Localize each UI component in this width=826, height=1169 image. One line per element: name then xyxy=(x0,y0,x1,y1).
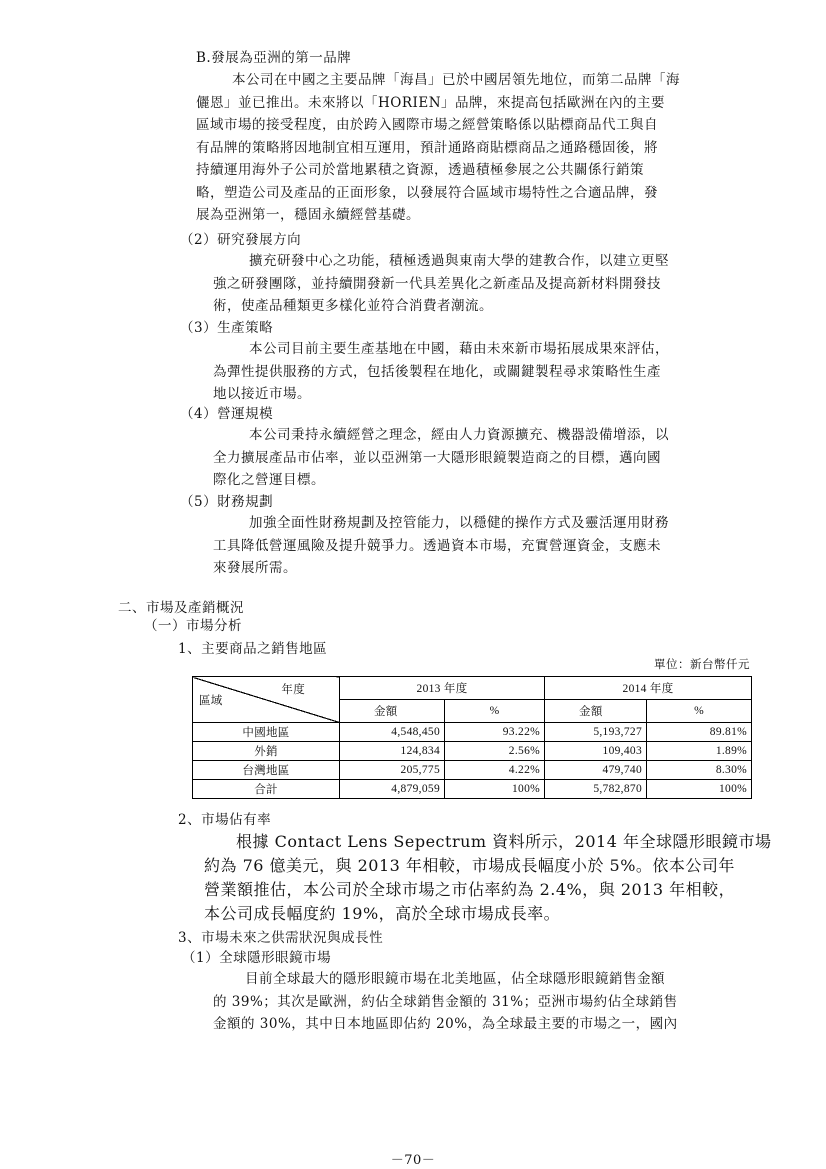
heading-b: B.發展為亞洲的第一品牌 xyxy=(196,50,352,66)
heading-rd: （2）研究發展方向 xyxy=(180,232,302,248)
line: 為彈性提供服務的方式，包括後製程在地化，或關鍵製程尋求策略性生產 xyxy=(213,363,661,380)
amount-cell: 5,782,870 xyxy=(545,780,647,799)
line: 本公司目前主要生產基地在中國，藉由未來新市場拓展成果來評估， xyxy=(249,341,669,357)
heading-finance: （5）財務規劃 xyxy=(180,494,274,510)
sub-market-analysis: （一）市場分析 xyxy=(144,618,242,634)
pct-cell: 93.22% xyxy=(445,723,545,742)
table-row xyxy=(193,742,752,761)
line: 來發展所需。 xyxy=(213,560,297,576)
table-row xyxy=(193,761,752,780)
pct-cell: 100% xyxy=(647,780,752,799)
amount-cell: 4,548,450 xyxy=(340,723,445,742)
region-cell: 台灣地區 xyxy=(193,761,340,780)
year-label: 年度 xyxy=(281,684,305,696)
line: 約為 76 億美元，與 2013 年相較，市場成長幅度小於 5%。依本公司年 xyxy=(204,856,735,875)
paragraph-global-market xyxy=(213,968,678,1036)
pct-header: % xyxy=(647,700,752,723)
pct-cell: 4.22% xyxy=(445,761,545,780)
line: 擴充研發中心之功能，積極透過與東南大學的建教合作，以建立更堅 xyxy=(249,253,669,269)
amount-cell: 4,879,059 xyxy=(340,780,445,799)
line: 本公司在中國之主要品牌「海昌」已於中國居領先地位，而第二品牌「海 xyxy=(232,72,680,88)
line: 目前全球最大的隱形眼鏡市場在北美地區，佔全球隱形眼鏡銷售金額 xyxy=(245,971,665,987)
line: 略，塑造公司及產品的正面形象，以發展符合區域市場特性之合適品牌，發 xyxy=(196,184,658,201)
table-row xyxy=(193,723,752,742)
item-supply-demand: 3、市場未來之供需狀況與成長性 xyxy=(178,930,384,946)
heading-global-market: （1）全球隱形眼鏡市場 xyxy=(182,950,332,966)
unit-label: 單位：新台幣仟元 xyxy=(654,657,750,671)
line: 的 39%；其次是歐洲，約佔全球銷售金額的 31%；亞洲市場約佔全球銷售 xyxy=(213,993,678,1010)
line: 營業額推估，本公司於全球市場之市佔率約為 2.4%，與 2013 年相較， xyxy=(204,880,736,899)
amount-cell: 109,403 xyxy=(545,742,647,761)
line: 持續運用海外子公司於當地累積之資源，透過積極參展之公共關係行銷策 xyxy=(196,162,644,178)
heading-operations: （4）營運規模 xyxy=(180,406,274,422)
line: 工具降低營運風險及提升競爭力。透過資本市場，充實營運資金，支應未 xyxy=(213,537,661,554)
pct-cell: 2.56% xyxy=(445,742,545,761)
item-market-share: 2、市場佔有率 xyxy=(178,812,272,828)
year-2013-header: 2013 年度 xyxy=(340,677,545,700)
amount-header: 金額 xyxy=(545,700,647,723)
pct-cell: 8.30% xyxy=(647,761,752,780)
section-market: 二、市場及產銷概況 xyxy=(118,600,244,616)
line: 際化之營運目標。 xyxy=(213,472,325,488)
pct-header: % xyxy=(445,700,545,723)
pct-cell: 1.89% xyxy=(647,742,752,761)
line: 術，使產品種類更多樣化並符合消費者潮流。 xyxy=(213,298,493,314)
line: 本公司成長幅度約 19%，高於全球市場成長率。 xyxy=(204,904,561,923)
line: 有品牌的策略將因地制宜相互運用，預計通路商貼標商品之通路穩固後，將 xyxy=(196,139,658,156)
region-label: 區域 xyxy=(199,695,223,707)
line: 金額的 30%，其中日本地區即佔約 20%，為全球最主要的市場之一，國內 xyxy=(213,1016,678,1032)
paragraph-operations xyxy=(213,424,669,492)
amount-cell: 5,193,727 xyxy=(545,723,647,742)
line: 展為亞洲第一，穩固永續經營基礎。 xyxy=(196,207,420,223)
paragraph-finance xyxy=(213,512,669,580)
year-2014-header: 2014 年度 xyxy=(545,677,752,700)
line: 儷恩」並已推出。未來將以「HORIEN」品牌，來提高包括歐洲在內的主要 xyxy=(196,94,666,111)
line: 本公司秉持永續經營之理念，經由人力資源擴充、機器設備增添，以 xyxy=(249,427,669,443)
line: 地以接近市場。 xyxy=(213,386,311,402)
amount-cell: 479,740 xyxy=(545,761,647,780)
pct-cell: 89.81% xyxy=(647,723,752,742)
item-sales-region: 1、主要商品之銷售地區 xyxy=(178,641,328,657)
paragraph-rd xyxy=(213,250,669,318)
table-header-row xyxy=(193,677,752,700)
line: 根據 Contact Lens Sepectrum 資料所示，2014 年全球隱形眼鏡市場 xyxy=(236,832,772,851)
region-cell: 外銷 xyxy=(193,742,340,761)
line: 區域市場的接受程度，由於跨入國際市場之經營策略係以貼標商品代工與自 xyxy=(196,117,658,133)
paragraph-brand xyxy=(196,69,680,227)
region-cell: 中國地區 xyxy=(193,723,340,742)
amount-cell: 124,834 xyxy=(340,742,445,761)
diagonal-header-cell xyxy=(193,677,340,723)
page-number: －70－ xyxy=(390,1153,436,1168)
line: 加強全面性財務規劃及控管能力，以穩健的操作方式及靈活運用財務 xyxy=(249,515,669,531)
line: 全力擴展產品市佔率，並以亞洲第一大隱形眼鏡製造商之的目標，邁向國 xyxy=(213,449,661,466)
paragraph-production xyxy=(213,338,669,406)
sales-region-table xyxy=(192,676,752,799)
pct-cell: 100% xyxy=(445,780,545,799)
heading-production: （3）生產策略 xyxy=(180,320,274,336)
amount-header: 金額 xyxy=(340,700,445,723)
line: 強之研發團隊，並持續開發新一代具差異化之新產品及提高新材料開發技 xyxy=(213,275,661,292)
amount-cell: 205,775 xyxy=(340,761,445,780)
table-row xyxy=(193,780,752,799)
region-cell: 合計 xyxy=(193,780,340,799)
paragraph-market-share xyxy=(204,830,771,926)
